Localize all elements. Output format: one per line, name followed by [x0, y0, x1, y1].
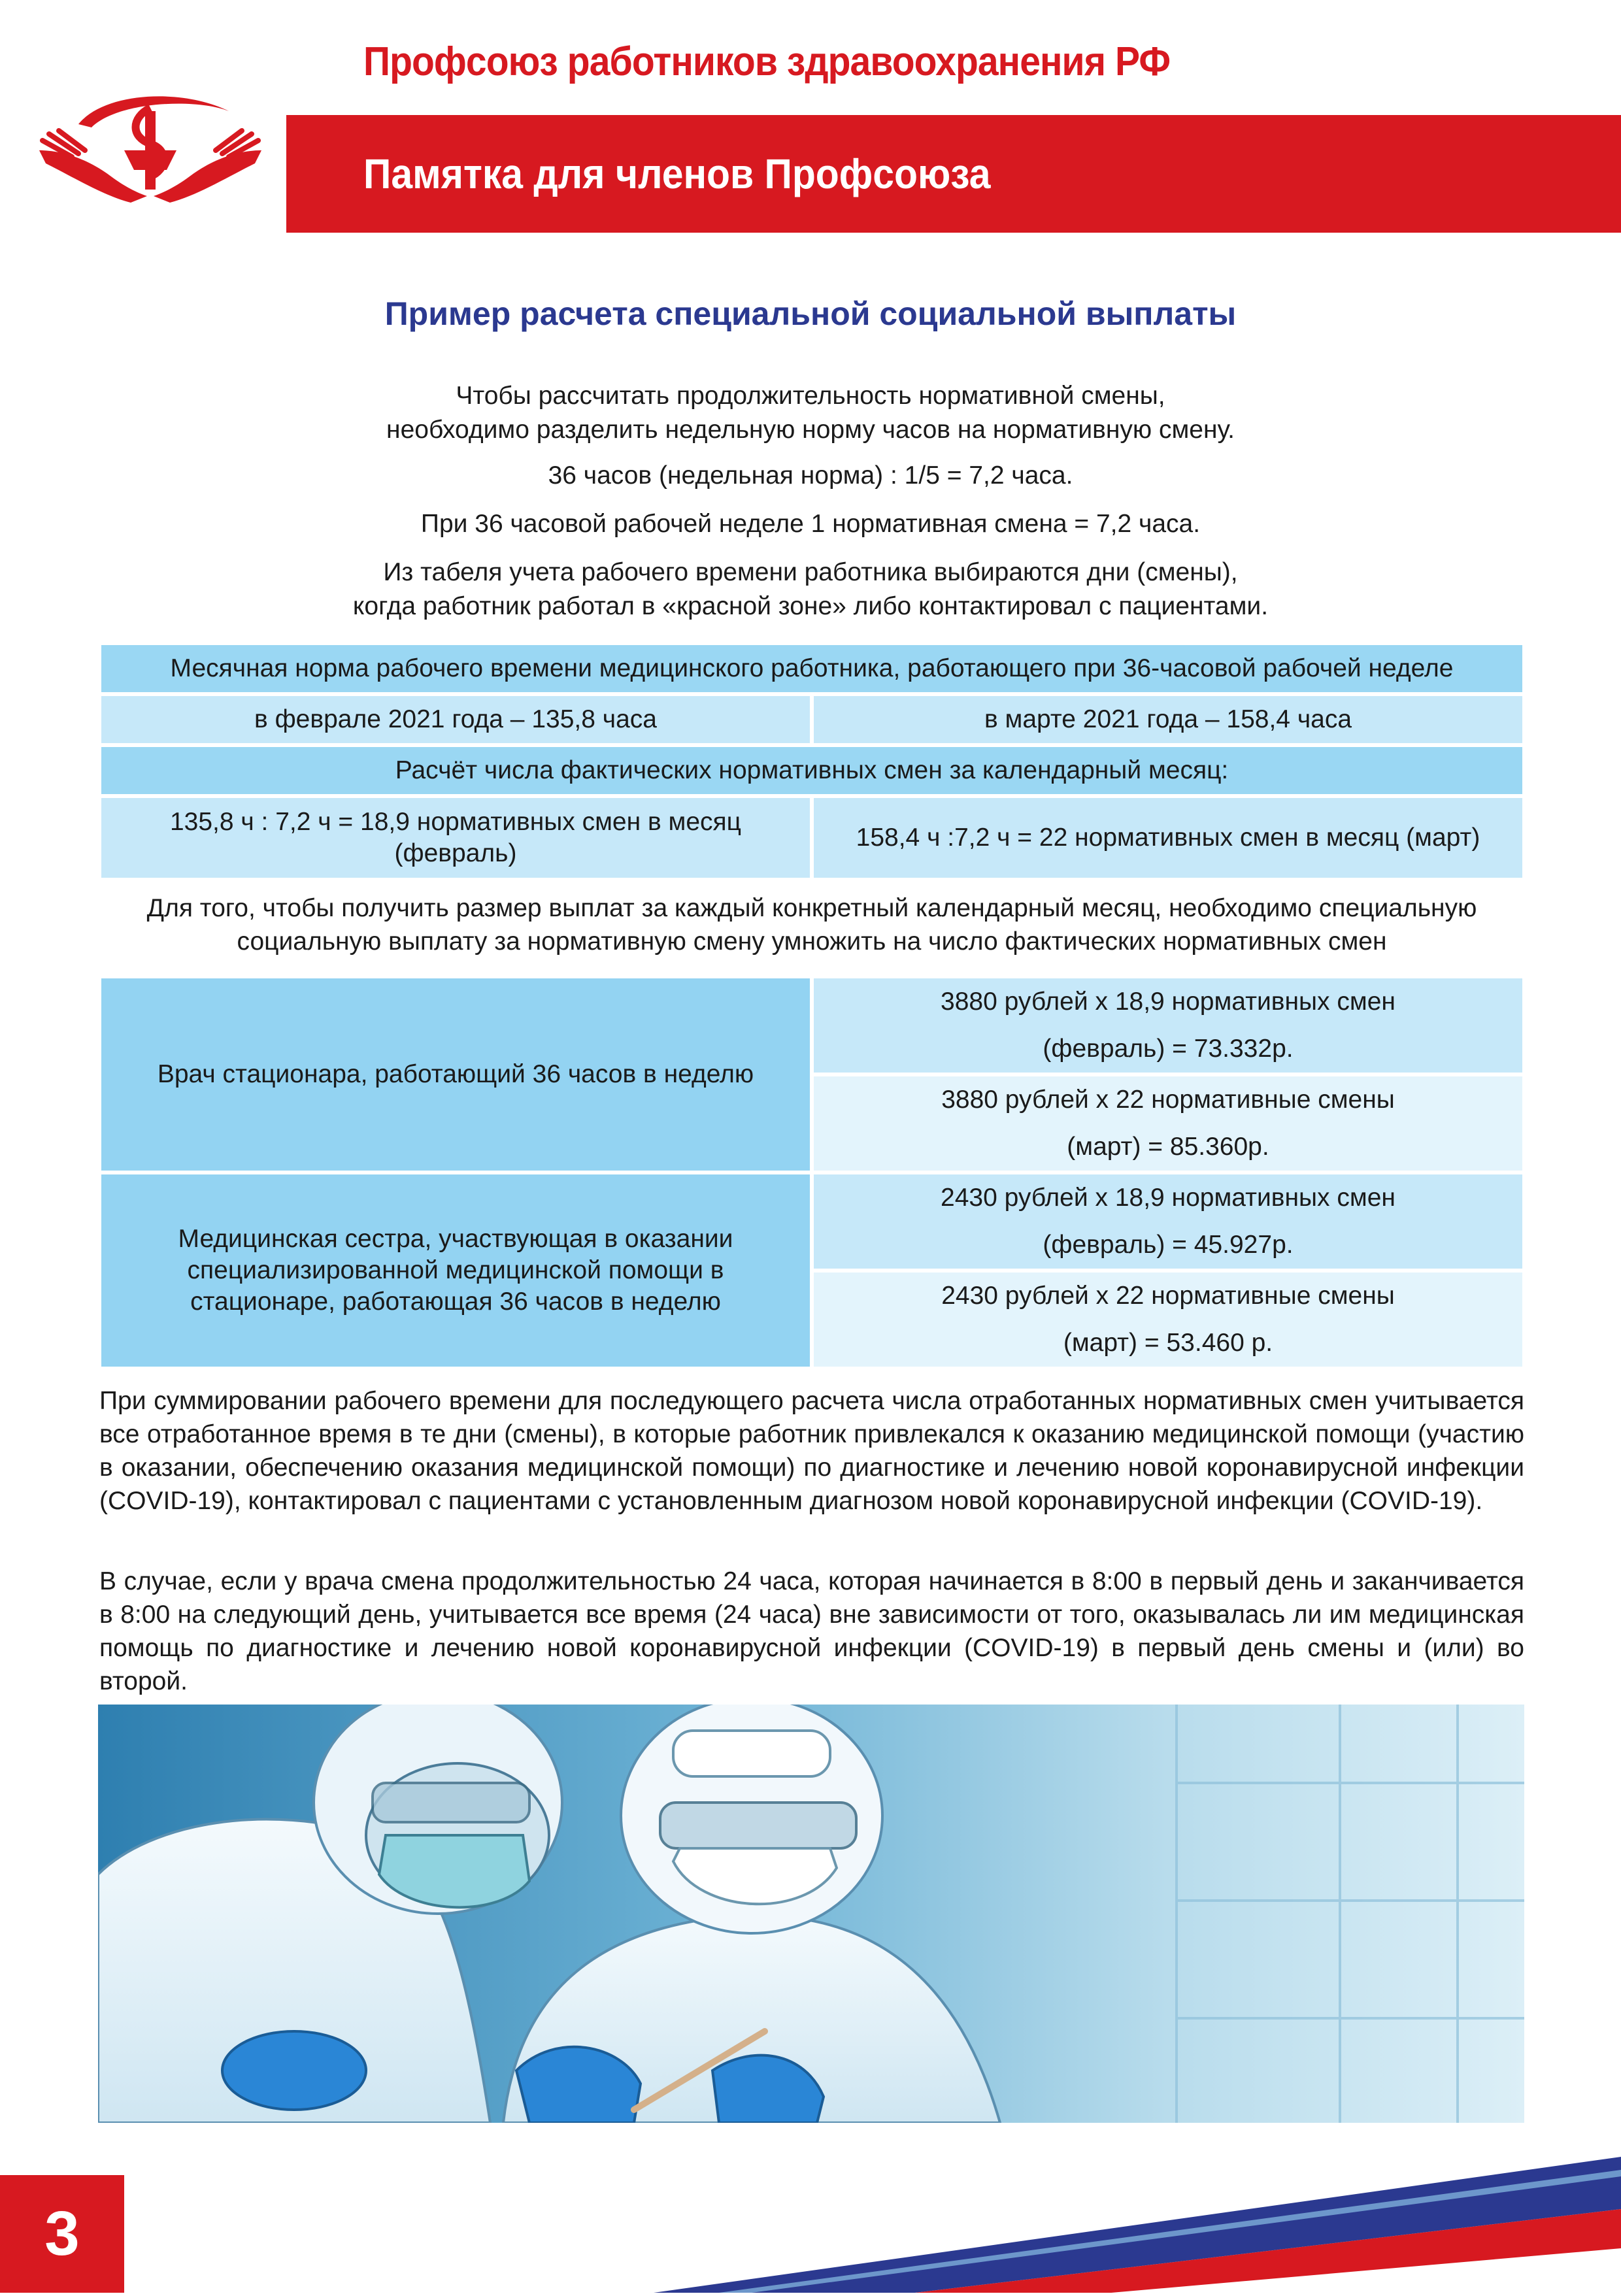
doctor-feb-cell [812, 976, 1524, 1074]
feb-calc-line: 135,8 ч : 7,2 ч = 18,9 нормативных смен в месяц [169, 808, 742, 836]
shift-text: При 36 часовой рабочей неделе 1 нормативная смена = 7,2 часа. [420, 510, 1201, 538]
doctor-feb-line: (февраль) = 73.332р. [1043, 1035, 1294, 1063]
band-title: Памятка для членов Профсоюза [363, 150, 991, 197]
feb-calc-line: (февраль) [394, 839, 517, 867]
page-number: 3 [0, 2175, 124, 2293]
intro-line: необходимо разделить недельную норму часов на нормативную смену. [386, 416, 1235, 444]
nurse-label-line: Медицинская сестра, участвующая в оказании [178, 1225, 733, 1253]
mar-calc-cell: 158,4 ч :7,2 ч = 22 нормативных смен в месяц (март) [812, 796, 1524, 880]
nurse-label-cell [99, 1173, 812, 1369]
nurse-label-line: специализированной медицинской помощи в [187, 1256, 724, 1284]
feb-calc-cell [99, 796, 812, 880]
nurse-mar-line: (март) = 53.460 р. [1063, 1329, 1273, 1357]
doctor-feb-line: 3880 рублей х 18,9 нормативных смен [941, 988, 1395, 1016]
tabel-line: когда работник работал в «красной зоне» либо контактировал с пациентами. [352, 592, 1269, 620]
nurse-mar-line: 2430 рублей х 22 нормативные смены [941, 1282, 1395, 1310]
summation-paragraph: При суммировании рабочего времени для последующего расчета числа отработанных нормативных смен учитывается все отработанное время в те дни (смены), в которые работник привлекался к оказанию медицинской помощи (участию в оказании, обеспечению оказания медицинской помощи) по диагностике и лечению новой коронавирусной инфекции (COVID-19), контактировал с пациентами с установленным диагнозом новой коронавирусной инфекции (COVID-19). [99, 1387, 1524, 1515]
doctor-mar-line: (март) = 85.360р. [1067, 1133, 1269, 1161]
nurse-mar-cell [812, 1271, 1524, 1369]
multiply-note-line: социальную выплату за нормативную смену умножить на число фактических нормативных смен [237, 927, 1387, 956]
medical-workers-illustration [98, 1705, 1524, 2123]
nurse-feb-line: (февраль) = 45.927р. [1043, 1231, 1294, 1259]
union-logo-icon [33, 78, 268, 209]
norm-table-header: Месячная норма рабочего времени медицинского работника, работающего при 36-часовой рабочей неделе [99, 643, 1524, 694]
multiply-note [99, 891, 1524, 958]
calc-header-cell: Расчёт числа фактических нормативных смен за календарный месяц: [99, 745, 1524, 796]
shift-24h-paragraph: В случае, если у врача смена продолжительностью 24 часа, которая начинается в 8:00 в первый день и заканчивается в 8:00 на следующий день, учитывается все время (24 часа) вне зависимости от того, оказывалась ли им медицинская помощь по диагностике и лечению новой коронавирусной инфекции (COVID-19) в первый день смены и (или) во второй. [99, 1567, 1524, 1695]
multiply-note-line: Для того, чтобы получить размер выплат за каждый конкретный календарный месяц, необходимо специальную [146, 894, 1477, 922]
intro-line: Чтобы рассчитать продолжительность нормативной смены, [456, 382, 1165, 410]
nurse-feb-line: 2430 рублей х 18,9 нормативных смен [941, 1184, 1395, 1212]
nurse-feb-cell [812, 1173, 1524, 1271]
doctor-label-cell: Врач стационара, работающий 36 часов в неделю [99, 976, 812, 1173]
tabel-block [196, 556, 1425, 624]
doctor-mar-line: 3880 рублей х 22 нормативные смены [941, 1086, 1395, 1114]
tabel-line: Из табеля учета рабочего времени работника выбираются дни (смены), [383, 558, 1238, 586]
nurse-label-line: стационаре, работающая 36 часов в неделю [190, 1288, 721, 1316]
mar-norm-cell: в марте 2021 года – 158,4 часа [812, 694, 1524, 745]
formula-text: 36 часов (недельная норма) : 1/5 = 7,2 часа. [548, 461, 1073, 490]
payment-table [99, 976, 1524, 1369]
norm-table [99, 643, 1524, 880]
page-title: Пример расчета специальной социальной выплаты [384, 295, 1237, 332]
org-title: Профсоюз работников здравоохранения РФ [363, 39, 1171, 84]
doctor-mar-cell [812, 1074, 1524, 1173]
feb-norm-cell: в феврале 2021 года – 135,8 часа [99, 694, 812, 745]
intro-block [196, 379, 1425, 447]
footer-stripes [0, 2131, 1621, 2293]
